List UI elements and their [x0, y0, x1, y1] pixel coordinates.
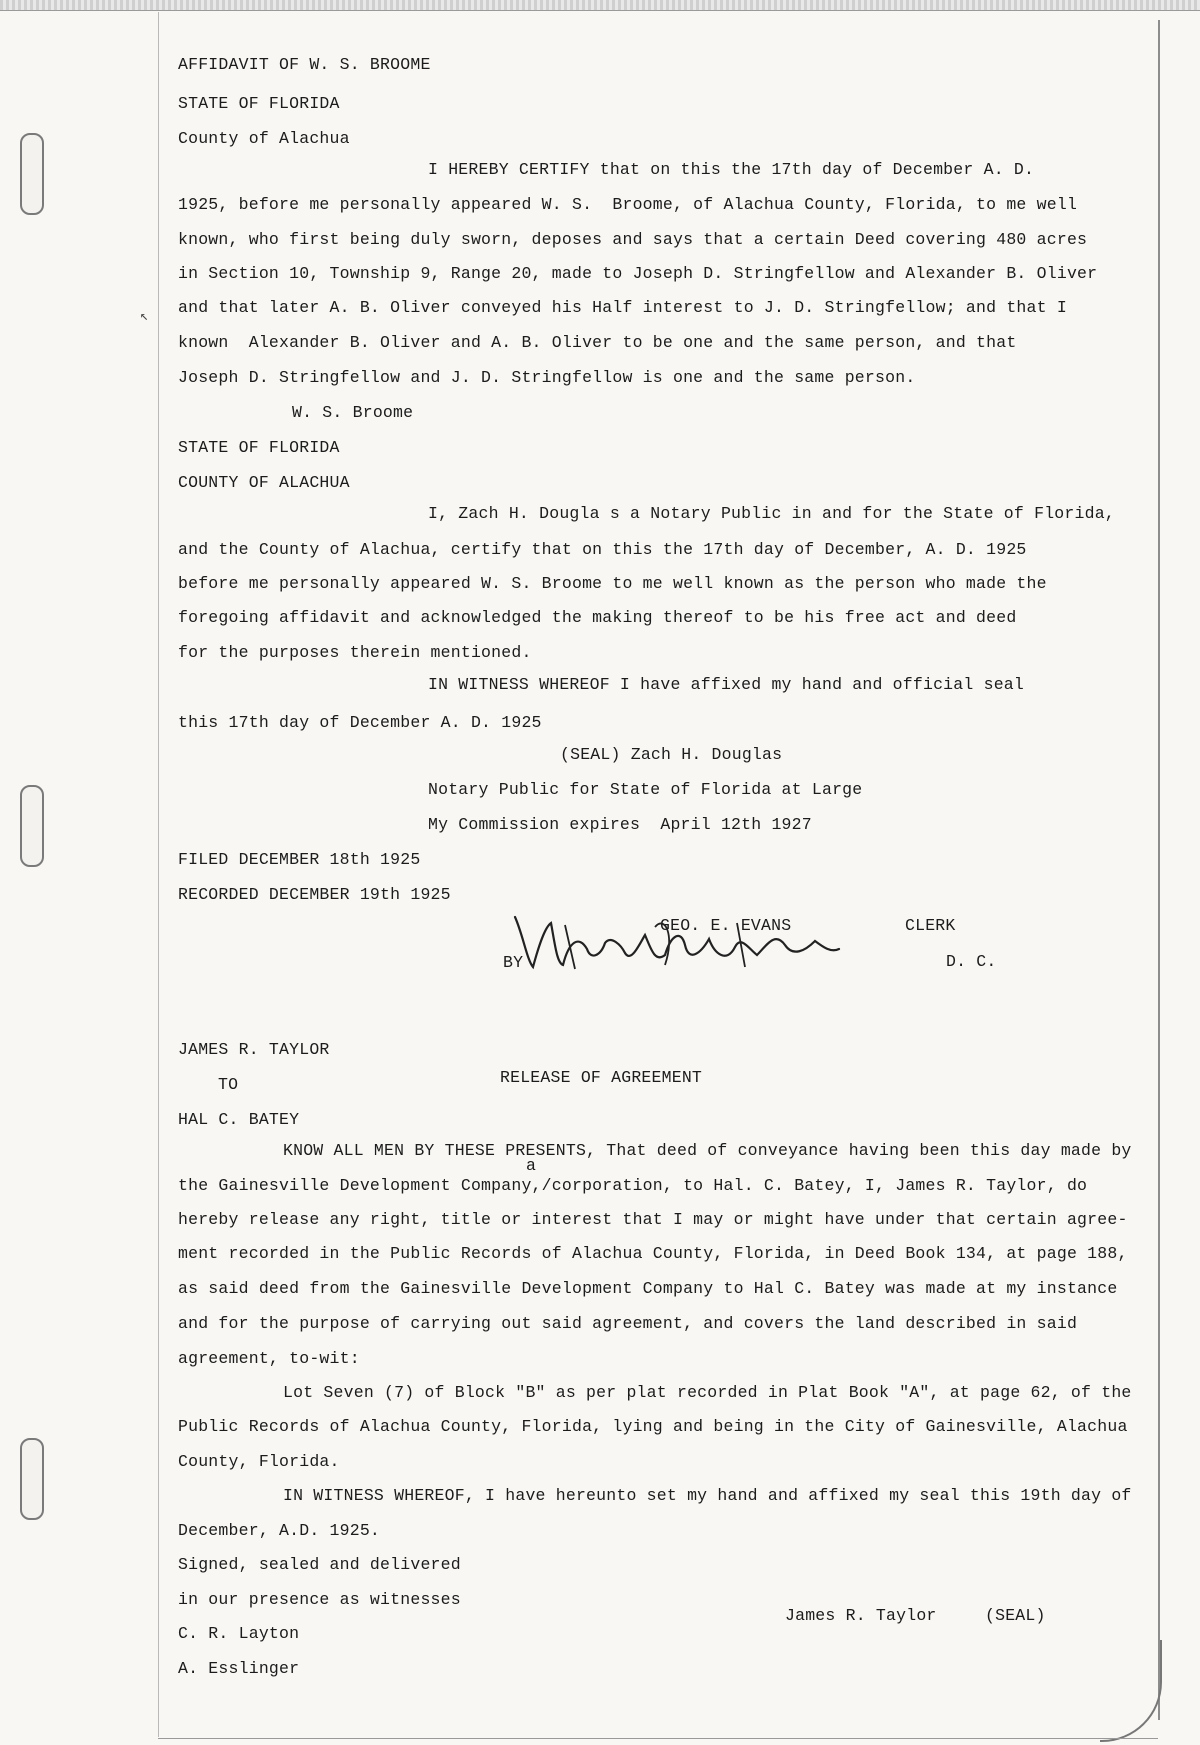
affidavit-body-line: Joseph D. Stringfellow and J. D. Stringfellow is one and the same person.	[178, 368, 916, 387]
notary-commission: My Commission expires April 12th 1927	[428, 815, 812, 834]
notary-body-line: and the County of Alachua, certify that on this the 17th day of December, A. D. 1925	[178, 540, 1027, 559]
release-seal: (SEAL)	[985, 1606, 1046, 1625]
notary-witness-line: this 17th day of December A. D. 1925	[178, 713, 542, 732]
release-body-line: ment recorded in the Public Records of Alachua County, Florida, in Deed Book 134, at page 188,	[178, 1244, 1128, 1263]
affidavit-state: STATE OF FLORIDA	[178, 94, 340, 113]
clerk-label: CLERK	[905, 916, 956, 935]
release-body-line: the Gainesville Development Company,/corporation, to Hal. C. Batey, I, James R. Taylor, do	[178, 1176, 1088, 1195]
notary-title: Notary Public for State of Florida at Large	[428, 780, 863, 799]
release-body-line: as said deed from the Gainesville Development Company to Hal C. Batey was made at my instance	[178, 1279, 1118, 1298]
signed-sealed-line: in our presence as witnesses	[178, 1590, 461, 1609]
affidavit-body-line: known Alexander B. Oliver and A. B. Oliver to be one and the same person, and that	[178, 333, 1017, 352]
left-margin-rule	[158, 12, 159, 1737]
deputy-clerk-label: D. C.	[946, 952, 997, 971]
lot-description-line: Lot Seven (7) of Block "B" as per plat recorded in Plat Book "A", at page 62, of the	[283, 1383, 1132, 1402]
release-title: RELEASE OF AGREEMENT	[500, 1068, 703, 1087]
notary-body-line: foregoing affidavit and acknowledged the making thereof to be his free act and deed	[178, 608, 1017, 627]
recorded-date: RECORDED DECEMBER 19th 1925	[178, 885, 451, 904]
notary-body-line: before me personally appeared W. S. Broome to me well known as the person who made the	[178, 574, 1047, 593]
affidavit-body-line: I HEREBY CERTIFY that on this the 17th day of December A. D.	[428, 160, 1035, 179]
lot-description-line: County, Florida.	[178, 1452, 340, 1471]
release-body-line: hereby release any right, title or interest that I may or might have under that certain agree-	[178, 1210, 1128, 1229]
inserted-word: a	[526, 1156, 537, 1175]
lot-description-line: Public Records of Alachua County, Florida, lying and being in the City of Gainesville, Alachua	[178, 1417, 1128, 1436]
release-body-line: KNOW ALL MEN BY THESE PRESENTS, That deed of conveyance having been this day made by	[283, 1141, 1132, 1160]
release-party-to: HAL C. BATEY	[178, 1110, 300, 1129]
witness-name: A. Esslinger	[178, 1659, 300, 1678]
bottom-page-rule	[158, 1738, 1158, 1739]
notary-county: COUNTY OF ALACHUA	[178, 473, 350, 492]
release-witness-line: IN WITNESS WHEREOF, I have hereunto set my hand and affixed my seal this 19th day of	[283, 1486, 1132, 1505]
binder-hole-top	[20, 133, 44, 215]
release-body-line: agreement, to-wit:	[178, 1349, 360, 1368]
clerk-name: GEO. E. EVANS	[660, 916, 792, 935]
binder-hole-middle	[20, 785, 44, 867]
affidavit-county: County of Alachua	[178, 129, 350, 148]
by-label: BY	[503, 953, 524, 972]
release-body-line: and for the purpose of carrying out said agreement, and covers the land described in said	[178, 1314, 1078, 1333]
affidavit-body-line: in Section 10, Township 9, Range 20, made to Joseph D. Stringfellow and Alexander B. Oliver	[178, 264, 1098, 283]
notary-witness-line: IN WITNESS WHEREOF I have affixed my hand and official seal	[428, 675, 1024, 694]
affidavit-body-line: and that later A. B. Oliver conveyed his Half interest to J. D. Stringfellow; and that I	[178, 298, 1067, 317]
notary-body-line: for the purposes therein mentioned.	[178, 643, 532, 662]
release-signature: James R. Taylor	[785, 1606, 937, 1625]
affidavit-title: AFFIDAVIT OF W. S. BROOME	[178, 55, 431, 74]
affidavit-body-line: 1925, before me personally appeared W. S. Broome, of Alachua County, Florida, to me well	[178, 195, 1078, 214]
binder-hole-bottom	[20, 1438, 44, 1520]
right-page-edge	[1158, 20, 1160, 1720]
signed-sealed-line: Signed, sealed and delivered	[178, 1555, 461, 1574]
release-to-label: TO	[218, 1075, 239, 1094]
scan-top-strip	[0, 0, 1200, 11]
page-corner-curl	[1100, 1640, 1162, 1742]
release-witness-line: December, A.D. 1925.	[178, 1521, 381, 1540]
witness-name: C. R. Layton	[178, 1624, 300, 1643]
release-party-from: JAMES R. TAYLOR	[178, 1040, 330, 1059]
notary-body-line: I, Zach H. Dougla s a Notary Public in and for the State of Florida,	[428, 504, 1115, 523]
affidavit-signature: W. S. Broome	[292, 403, 414, 422]
margin-tick-mark: ↖	[140, 309, 149, 325]
filed-date: FILED DECEMBER 18th 1925	[178, 850, 421, 869]
deputy-clerk-signature	[505, 905, 845, 975]
notary-state: STATE OF FLORIDA	[178, 438, 340, 457]
affidavit-body-line: known, who first being duly sworn, deposes and says that a certain Deed covering 480 acres	[178, 230, 1088, 249]
notary-seal-signature: (SEAL) Zach H. Douglas	[560, 745, 783, 764]
